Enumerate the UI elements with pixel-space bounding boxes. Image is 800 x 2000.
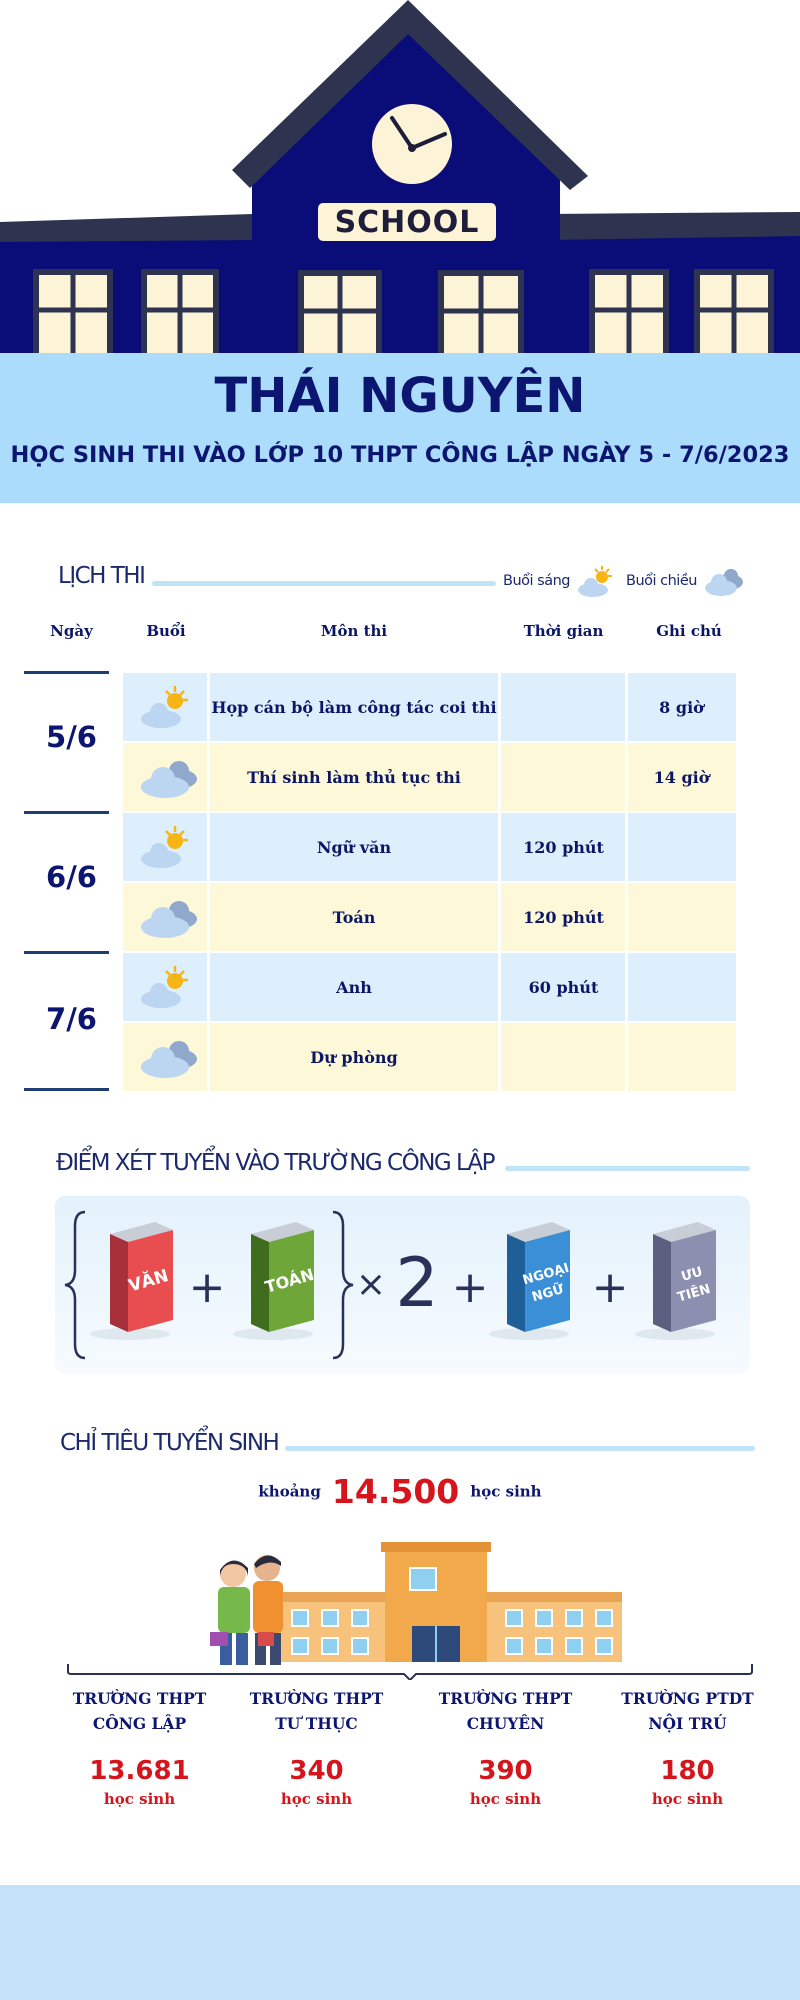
- date-divider: [24, 1088, 109, 1091]
- book-label: TIÊN: [675, 1281, 713, 1306]
- book-label: VĂN: [126, 1265, 171, 1297]
- school-name-line1: TRƯỜNG THPT: [72, 1689, 207, 1708]
- book-uu-tien-icon: [635, 1222, 716, 1340]
- school-count: 340: [289, 1756, 344, 1786]
- schedule-row: [123, 813, 736, 881]
- schedule-row: [123, 1023, 736, 1091]
- col-header-note: Ghi chú: [656, 622, 722, 640]
- school-name-line2: TƯ THỤC: [275, 1714, 358, 1733]
- page-title: THÁI NGUYÊN: [214, 368, 586, 424]
- time-cell: [501, 743, 626, 811]
- subject-cell: Ngữ văn: [316, 837, 392, 857]
- plus-sign: +: [188, 1262, 226, 1313]
- quota-total: 14.500: [331, 1472, 460, 1511]
- sun-cloud-icon: [137, 685, 193, 729]
- school-name-line1: TRƯỜNG PTDT: [621, 1689, 754, 1708]
- time-cell: [501, 673, 626, 741]
- legend-afternoon: [626, 564, 747, 598]
- school-sign: SCHOOL: [334, 204, 480, 240]
- school-name-line2: CHUYÊN: [466, 1714, 545, 1733]
- schedule-heading-rule: [152, 581, 496, 586]
- date-label-6-6: 6/6: [46, 860, 97, 894]
- schedule-row: [123, 883, 736, 951]
- schedule-row: [123, 673, 736, 741]
- page-subtitle: HỌC SINH THI VÀO LỚP 10 THPT CÔNG LẬP NGÀY 5 - 7/6/2023: [10, 442, 790, 468]
- note-cell: [627, 953, 736, 1021]
- formula-heading-rule: [505, 1166, 750, 1171]
- time-cell: 120 phút: [523, 837, 604, 857]
- school-count: 180: [660, 1756, 715, 1786]
- note-cell: 8 giờ: [659, 697, 704, 717]
- date-divider: [24, 951, 109, 954]
- quota-total-line: [0, 1472, 800, 1511]
- cloud-icon: [137, 755, 203, 799]
- time-cell: 60 phút: [528, 977, 599, 997]
- book-label: NGOẠI: [521, 1260, 571, 1289]
- book-label: ƯU: [679, 1264, 705, 1285]
- school-unit: học sinh: [651, 1790, 724, 1808]
- quota-suffix: học sinh: [470, 1482, 542, 1501]
- school-specialized: [418, 1686, 593, 1808]
- subject-cell: Thí sinh làm thủ tục thi: [247, 767, 461, 787]
- quota-prefix: khoảng: [258, 1482, 321, 1501]
- formula-graphic: [55, 1196, 750, 1374]
- book-toan-icon: [233, 1222, 316, 1340]
- quota-heading-rule: [285, 1446, 755, 1451]
- school-unit: học sinh: [103, 1790, 176, 1808]
- multiplier: 2: [395, 1244, 439, 1323]
- cloud-icon: [137, 895, 203, 939]
- book-van-icon: [90, 1222, 173, 1340]
- school-count: 13.681: [89, 1756, 190, 1786]
- plus-sign: +: [451, 1262, 489, 1313]
- subject-cell: Họp cán bộ làm công tác coi thi: [211, 697, 497, 717]
- date-label-7-6: 7/6: [46, 1002, 97, 1036]
- school-name-line2: CÔNG LẬP: [92, 1714, 187, 1733]
- book-ngoai-ngu-icon: [489, 1222, 571, 1340]
- schedule-row: [123, 953, 736, 1021]
- legend-afternoon-label: Buổi chiều: [626, 573, 697, 589]
- school-name-line1: TRƯỜNG THPT: [249, 1689, 384, 1708]
- school-building-illustration: [0, 0, 800, 353]
- col-header-date: Ngày: [50, 622, 93, 640]
- school-name-line1: TRƯỜNG THPT: [438, 1689, 573, 1708]
- school-count: 390: [478, 1756, 533, 1786]
- book-label: NGỮ: [530, 1281, 566, 1306]
- note-cell: [627, 883, 736, 951]
- hero-illustration: [0, 0, 800, 353]
- schedule-heading: LỊCH THI: [58, 563, 145, 589]
- school-public: [52, 1686, 227, 1808]
- subject-cell: Toán: [332, 907, 376, 927]
- school-private: [229, 1686, 404, 1808]
- note-cell: [627, 813, 736, 881]
- schedule-row: [123, 743, 736, 811]
- time-cell: 120 phút: [523, 907, 604, 927]
- time-cell: [501, 1023, 626, 1091]
- quota-heading: CHỈ TIÊU TUYỂN SINH: [60, 1430, 279, 1456]
- subject-cell: Dự phòng: [310, 1047, 398, 1067]
- sun-cloud-icon: [574, 564, 616, 598]
- date-divider: [24, 671, 109, 674]
- plus-sign: +: [591, 1262, 629, 1313]
- school-name-line2: NỘI TRÚ: [648, 1714, 727, 1733]
- date-divider: [24, 811, 109, 814]
- subject-cell: Anh: [336, 977, 372, 997]
- cloud-icon: [137, 1035, 203, 1079]
- legend-morning: [503, 564, 616, 598]
- sun-cloud-icon: [137, 965, 193, 1009]
- col-header-subject: Môn thi: [320, 622, 388, 640]
- sun-cloud-icon: [137, 825, 193, 869]
- school-unit: học sinh: [280, 1790, 353, 1808]
- book-label: TOÁN: [262, 1264, 317, 1297]
- school-students-illustration: [60, 1540, 760, 1680]
- formula-heading: ĐIỂM XÉT TUYỂN VÀO TRƯỜNG CÔNG LẬP: [56, 1150, 494, 1176]
- legend-morning-label: Buổi sáng: [503, 573, 570, 589]
- times-sign: ×: [355, 1264, 387, 1305]
- note-cell: 14 giờ: [653, 767, 710, 787]
- date-label-5-6: 5/6: [46, 720, 97, 754]
- cloud-icon: [701, 564, 747, 598]
- note-cell: [627, 1023, 736, 1091]
- col-header-session: Buổi: [146, 622, 186, 640]
- school-boarding: [600, 1686, 775, 1808]
- formula-panel: [55, 1196, 750, 1374]
- footer-band: [0, 1885, 800, 2000]
- col-header-time: Thời gian: [523, 622, 604, 640]
- school-unit: học sinh: [469, 1790, 542, 1808]
